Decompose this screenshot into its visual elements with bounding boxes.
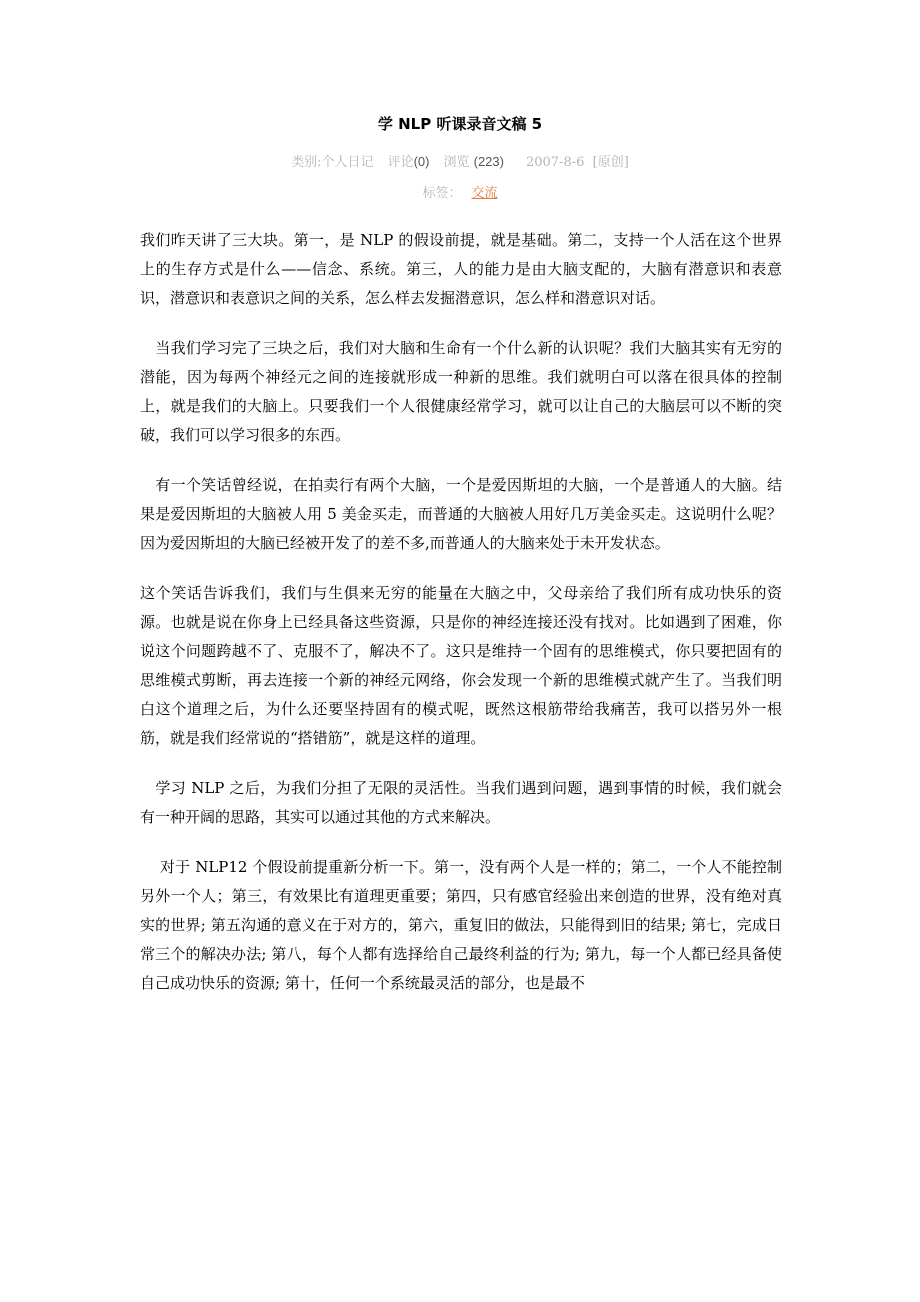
tag-row (0, 184, 920, 204)
paragraph-6: 对于 NLP12 个假设前提重新分析一下。第一，没有两个人是一样的；第二，一个人不能控制另外一个人；第三，有效果比有道理更重要；第四，只有感官经验出来创造的世界，没有绝对真实的世界; 第五沟通的意义在于对方的，第六，重复旧的做法，只能得到旧的结果; 第七，完成日常三个的解决办法; 第八，每个人都有选择给自己最终利益的行为; 第九，每一个人都已经具备使自己成功快乐的资源; 第十，任何一个系统最灵活的部分，也是最不 (140, 858, 782, 992)
comment-count: (0) (413, 154, 430, 169)
paragraph-3: 有一个笑话曾经说，在拍卖行有两个大脑，一个是爱因斯坦的大脑，一个是普通人的大脑。结果是爱因斯坦的大脑被人用 5 美金买走，而普通的大脑被人用好几万美金买走。这说明什么呢？因为爱因斯坦的大脑已经被开发了的差不多,而普通人的大脑来处于未开发状态。 (140, 476, 782, 552)
tag-label: 标签： (422, 186, 462, 201)
paragraph-5: 学习 NLP 之后，为我们分担了无限的灵活性。当我们遇到问题，遇到事情的时候，我们就会有一种开阔的思路，其实可以通过其他的方式来解决。 (140, 779, 782, 826)
original-badge: [原创] (592, 155, 629, 170)
paragraph-2: 当我们学习完了三块之后，我们对大脑和生命有一个什么新的认识呢？我们大脑其实有无穷的潜能，因为每两个神经元之间的连接就形成一种新的思维。我们就明白可以落在很具体的控制上，就是我们的大脑上。只要我们一个人很健康经常学习，就可以让自己的大脑层可以不断的突破，我们可以学习很多的东西。 (140, 339, 782, 444)
post-meta (0, 152, 920, 173)
paragraph-4: 这个笑话告诉我们，我们与生俱来无穷的能量在大脑之中，父母亲给了我们所有成功快乐的资源。也就是说在你身上已经具备这些资源，只是你的神经连接还没有找对。比如遇到了困难，你说这个问题跨越不了、克服不了，解决不了。这只是维持一个固有的思维模式，你只要把固有的思维模式剪断，再去连接一个新的神经元网络，你会发现一个新的思维模式就产生了。当我们明白这个道理之后，为什么还要坚持固有的模式呢，既然这根筋带给我痛苦，我可以搭另外一根筋，就是我们经常说的“搭错筋”，就是这样的道理。 (140, 584, 782, 747)
paragraph-1: 我们昨天讲了三大块。第一，是 NLP 的假设前提，就是基础。第二，支持一个人活在这个世界上的生存方式是什么——信念、系统。第三，人的能力是由大脑支配的，大脑有潜意识和表意识，潜意识和表意识之间的关系，怎么样去发掘潜意识，怎么样和潜意识对话。 (140, 231, 782, 307)
article-body (140, 226, 782, 998)
post-date: 2007-8-6 (525, 155, 585, 170)
category-label: 类别:个人日记 (291, 155, 374, 170)
view-label: 浏览 (443, 155, 470, 170)
view-count: (223) (473, 154, 504, 169)
comment-label: 评论 (387, 155, 414, 170)
tag-link-exchange[interactable]: 交流 (471, 186, 498, 201)
page-title: 学 NLP 听课录音文稿 5 (377, 115, 543, 133)
